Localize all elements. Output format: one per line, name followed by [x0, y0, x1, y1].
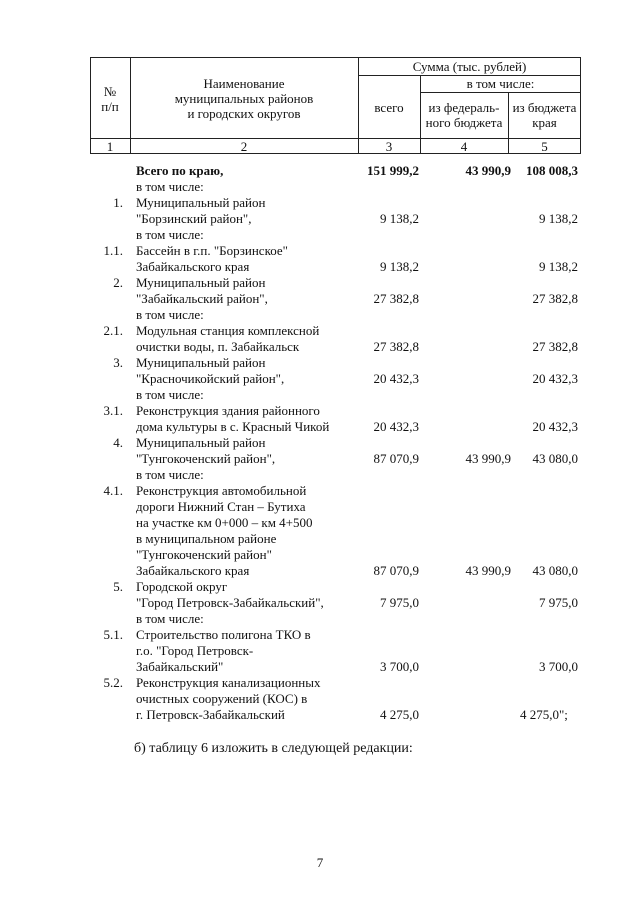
- row-value-total: 87 070,9: [373, 451, 419, 466]
- row-name-line: очистки воды, п. Забайкальск: [136, 339, 300, 354]
- row-value-reg: 43 080,0: [532, 563, 578, 578]
- row-name-line: Строительство полигона ТКО в: [136, 627, 311, 642]
- row-name-line: Городской округ: [136, 579, 228, 594]
- row-value-total: 3 700,0: [380, 659, 419, 674]
- row-number: 3.1.: [103, 403, 123, 418]
- row-name: [136, 579, 368, 627]
- row-value-total: 4 275,0: [380, 707, 419, 722]
- header-sum: Сумма (тыс. рублей): [412, 59, 527, 74]
- row-name-line: Муниципальный район: [136, 355, 266, 370]
- header-index-5: 5: [541, 139, 548, 154]
- row-name-line: на участке км 0+000 – км 4+500: [136, 515, 313, 530]
- row-number: 5.: [113, 579, 123, 594]
- row-name: [136, 243, 368, 275]
- row-name-line: "Забайкальский район",: [136, 291, 268, 306]
- row-number: 3.: [113, 355, 123, 370]
- row-value-reg: 7 975,0: [539, 595, 578, 610]
- row-name-line: Бассейн в г.п. "Борзинское": [136, 243, 288, 258]
- row-name-line: Муниципальный район: [136, 275, 266, 290]
- row-value-total: 27 382,8: [373, 339, 419, 354]
- row-name: [136, 403, 368, 435]
- row-name-line: "Город Петровск-Забайкальский",: [136, 595, 324, 610]
- row-name: [136, 627, 368, 675]
- row-value-total: 9 138,2: [380, 211, 419, 226]
- row-name: [136, 675, 368, 723]
- header-index-1: 1: [106, 139, 114, 154]
- row-name-line: в том числе:: [136, 611, 204, 626]
- row-value-reg: 108 008,3: [526, 163, 578, 178]
- row-value-reg: 27 382,8: [532, 291, 578, 306]
- table-header: [90, 57, 581, 154]
- row-name-line: г.о. "Город Петровск-: [136, 643, 254, 658]
- header-total: всего: [374, 100, 404, 115]
- row-value-fed: 43 990,9: [465, 163, 511, 178]
- row-name-line: очистных сооружений (КОС) в: [136, 691, 308, 706]
- row-name-line: Реконструкция канализационных: [136, 675, 321, 690]
- header-index-4: 4: [460, 139, 468, 154]
- row-name: [136, 435, 368, 483]
- row-name-line: в муниципальном районе: [136, 531, 277, 546]
- row-number: 2.: [113, 275, 123, 290]
- header-name: Наименование муниципальных районов и городских округов: [174, 76, 314, 121]
- row-name: [136, 323, 368, 355]
- row-value-total: 27 382,8: [373, 291, 419, 306]
- row-number: 1.: [113, 195, 123, 210]
- header-no: № п/п: [101, 84, 119, 114]
- header-incl: в том числе:: [466, 76, 535, 91]
- row-value-reg: 27 382,8: [532, 339, 578, 354]
- row-number: 4.1.: [103, 483, 123, 498]
- row-name: [136, 483, 368, 579]
- row-name-line: Муниципальный район: [136, 435, 266, 450]
- row-name-line: Забайкальского края: [136, 259, 250, 274]
- row-name-line: Муниципальный район: [136, 195, 266, 210]
- row-value-reg: 3 700,0: [539, 659, 578, 674]
- row-name-line: Модульная станция комплексной: [136, 323, 320, 338]
- row-name-line: Реконструкция автомобильной: [136, 483, 307, 498]
- row-value-reg: 43 080,0: [532, 451, 578, 466]
- after-text: б) таблицу 6 изложить в следующей редакции:: [134, 741, 413, 756]
- row-name-line: Реконструкция здания районного: [136, 403, 320, 418]
- header-index-3: 3: [385, 139, 393, 154]
- row-value-reg: 20 432,3: [532, 419, 578, 434]
- row-name-line: в том числе:: [136, 179, 204, 194]
- row-name-line: "Борзинский район",: [136, 211, 252, 226]
- row-number: 4.: [113, 435, 123, 450]
- row-value-total: 151 999,2: [367, 163, 419, 178]
- row-name-line: в том числе:: [136, 387, 204, 402]
- row-value-reg: 20 432,3: [532, 371, 578, 386]
- row-number: 2.1.: [103, 323, 123, 338]
- row-name-line: в том числе:: [136, 227, 204, 242]
- row-name-line: в том числе:: [136, 307, 204, 322]
- row-name-line: "Тунгокоченский район": [136, 547, 272, 562]
- row-value-reg: 4 275,0";: [520, 707, 568, 722]
- row-name-line: г. Петровск-Забайкальский: [136, 707, 285, 722]
- row-value-total: 9 138,2: [380, 259, 419, 274]
- row-name-line: дороги Нижний Стан – Бутиха: [136, 499, 306, 514]
- row-value-reg: 9 138,2: [539, 259, 578, 274]
- row-name: [136, 163, 368, 179]
- row-value-reg: 9 138,2: [539, 211, 578, 226]
- row-name-line: дома культуры в с. Красный Чикой: [136, 419, 330, 434]
- page-number: 7: [316, 855, 324, 870]
- row-number: 5.2.: [103, 675, 123, 690]
- row-name: [136, 195, 368, 243]
- row-value-total: 20 432,3: [373, 419, 419, 434]
- header-reg: из бюджета края: [512, 100, 577, 130]
- row-name-line: Всего по краю,: [136, 163, 224, 178]
- row-name-line: "Красночикойский район",: [136, 371, 285, 386]
- row-value-total: 7 975,0: [380, 595, 419, 610]
- row-number: 5.1.: [103, 627, 123, 642]
- row-name-line: Забайкальский": [136, 659, 224, 674]
- header-fed: из федераль- ного бюджета: [425, 100, 503, 130]
- row-name-line: в том числе:: [136, 467, 204, 482]
- row-name-line: "Тунгокоченский район",: [136, 451, 276, 466]
- row-name: [136, 275, 368, 323]
- row-value-fed: 43 990,9: [465, 451, 511, 466]
- row-name: [136, 179, 368, 195]
- row-value-total: 20 432,3: [373, 371, 419, 386]
- header-index-2: 2: [240, 139, 248, 154]
- row-number: 1.1.: [103, 243, 123, 258]
- row-value-total: 87 070,9: [373, 563, 419, 578]
- row-name-line: Забайкальского края: [136, 563, 250, 578]
- row-name: [136, 355, 368, 403]
- row-value-fed: 43 990,9: [465, 563, 511, 578]
